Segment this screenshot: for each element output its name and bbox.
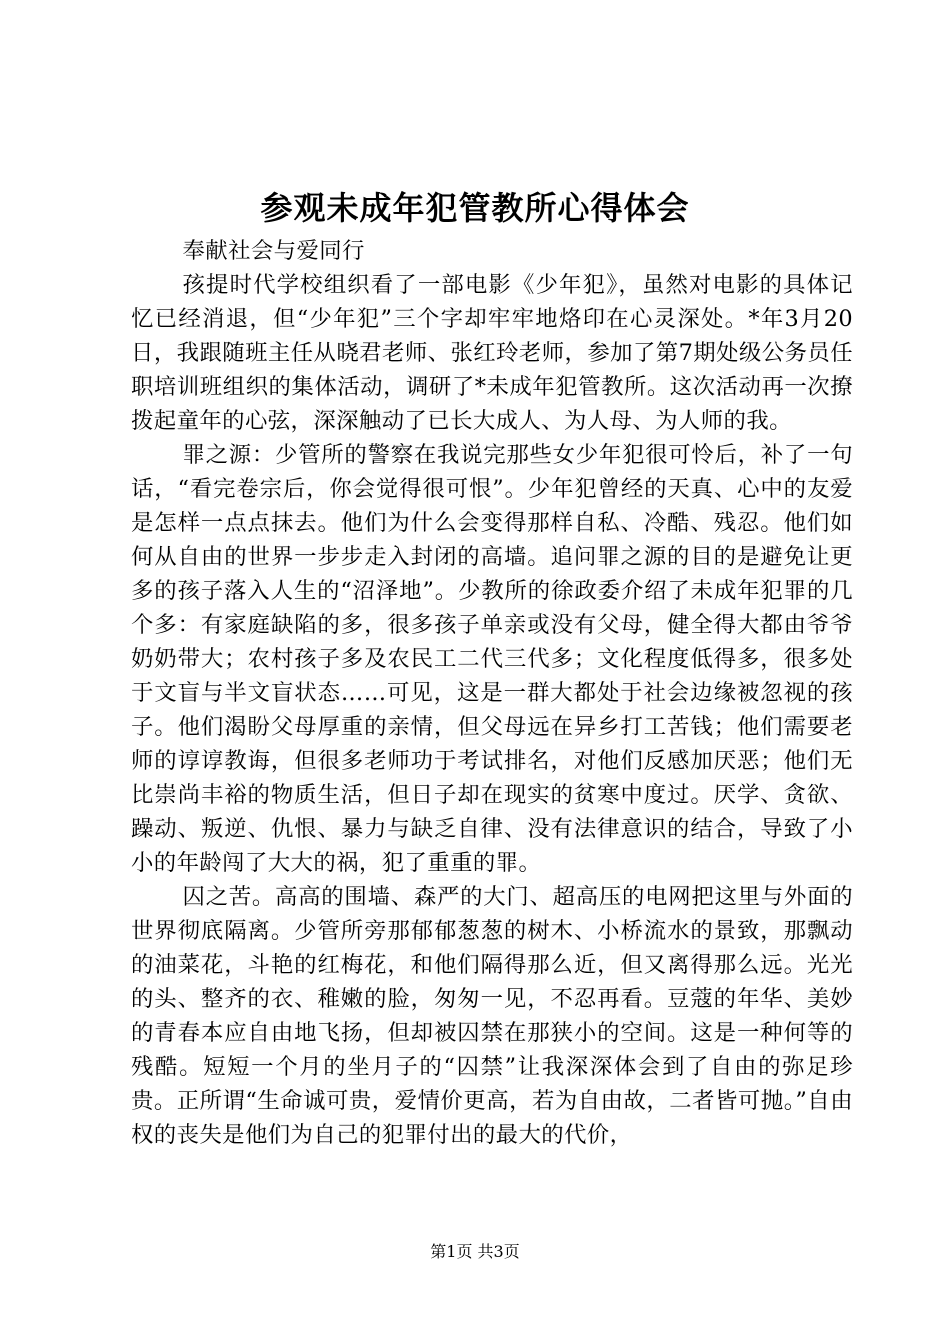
- paragraph-subtitle: 奉献社会与爱同行: [182, 238, 365, 264]
- page-footer: 第1页 共3页: [430, 1242, 520, 1261]
- paragraph-intro: 孩提时代学校组织看了一部电影《少年犯》，虽然对电影的具体记忆已经消退，但“少年犯”三个字却牢牢地烙印在心灵深处。*年3月20日，我跟随班主任从晓君老师、张红玲老师，参加了第7期处级公务员任职培训班组织的集体活动，调研了*未成年犯管教所。这次活动再一次撩拨起童年的心弦，深深触动了已长大成人、为人母、为人师的我。: [131, 272, 853, 434]
- paragraph-source-of-crime: 罪之源：少管所的警察在我说完那些女少年犯很可怜后，补了一句话，“看完卷宗后，你会觉得很可恨”。少年犯曾经的天真、心中的友爱是怎样一点点抹去。他们为什么会变得那样自私、冷酷、残忍。他们如何从自由的世界一步步走入封闭的高墙。追问罪之源的目的是避免让更多的孩子落入人生的“沼泽地”。少教所的徐政委介绍了未成年犯罪的几个多：有家庭缺陷的多，很多孩子单亲或没有父母，健全得大都由爷爷奶奶带大；农村孩子多及农民工二代三代多；文化程度低得多，很多处于文盲与半文盲状态……可见，这是一群大都处于社会边缘被忽视的孩子。他们渴盼父母厚重的亲情，但父母远在异乡打工苦钱；他们需要老师的谆谆教诲，但很多老师功于考试排名，对他们反感加厌恶；他们无比崇尚丰裕的物质生活，但日子却在现实的贫寒中度过。厌学、贪欲、躁动、叛逆、仇恨、暴力与缺乏自律、没有法律意识的结合，导致了小小的年龄闯了大大的祸，犯了重重的罪。: [131, 442, 853, 876]
- document-body: [131, 234, 853, 1152]
- paragraph-suffering-of-confinement: 囚之苦。高高的围墙、森严的大门、超高压的电网把这里与外面的世界彻底隔离。少管所旁那郁郁葱葱的树木、小桥流水的景致，那飘动的油菜花，斗艳的红梅花，和他们隔得那么近，但又离得那么远。光光的头、整齐的衣、稚嫩的脸，匆匆一见，不忍再看。豆蔻的年华、美妙的青春本应自由地飞扬，但却被囚禁在那狭小的空间。这是一种何等的残酷。短短一个月的坐月子的“囚禁”让我深深体会到了自由的弥足珍贵。正所谓“生命诚可贵，爱情价更高，若为自由故，二者皆可抛。”自由权的丧失是他们为自己的犯罪付出的最大的代价，: [131, 884, 853, 1148]
- document-title: 参观未成年犯管教所心得体会: [260, 189, 690, 227]
